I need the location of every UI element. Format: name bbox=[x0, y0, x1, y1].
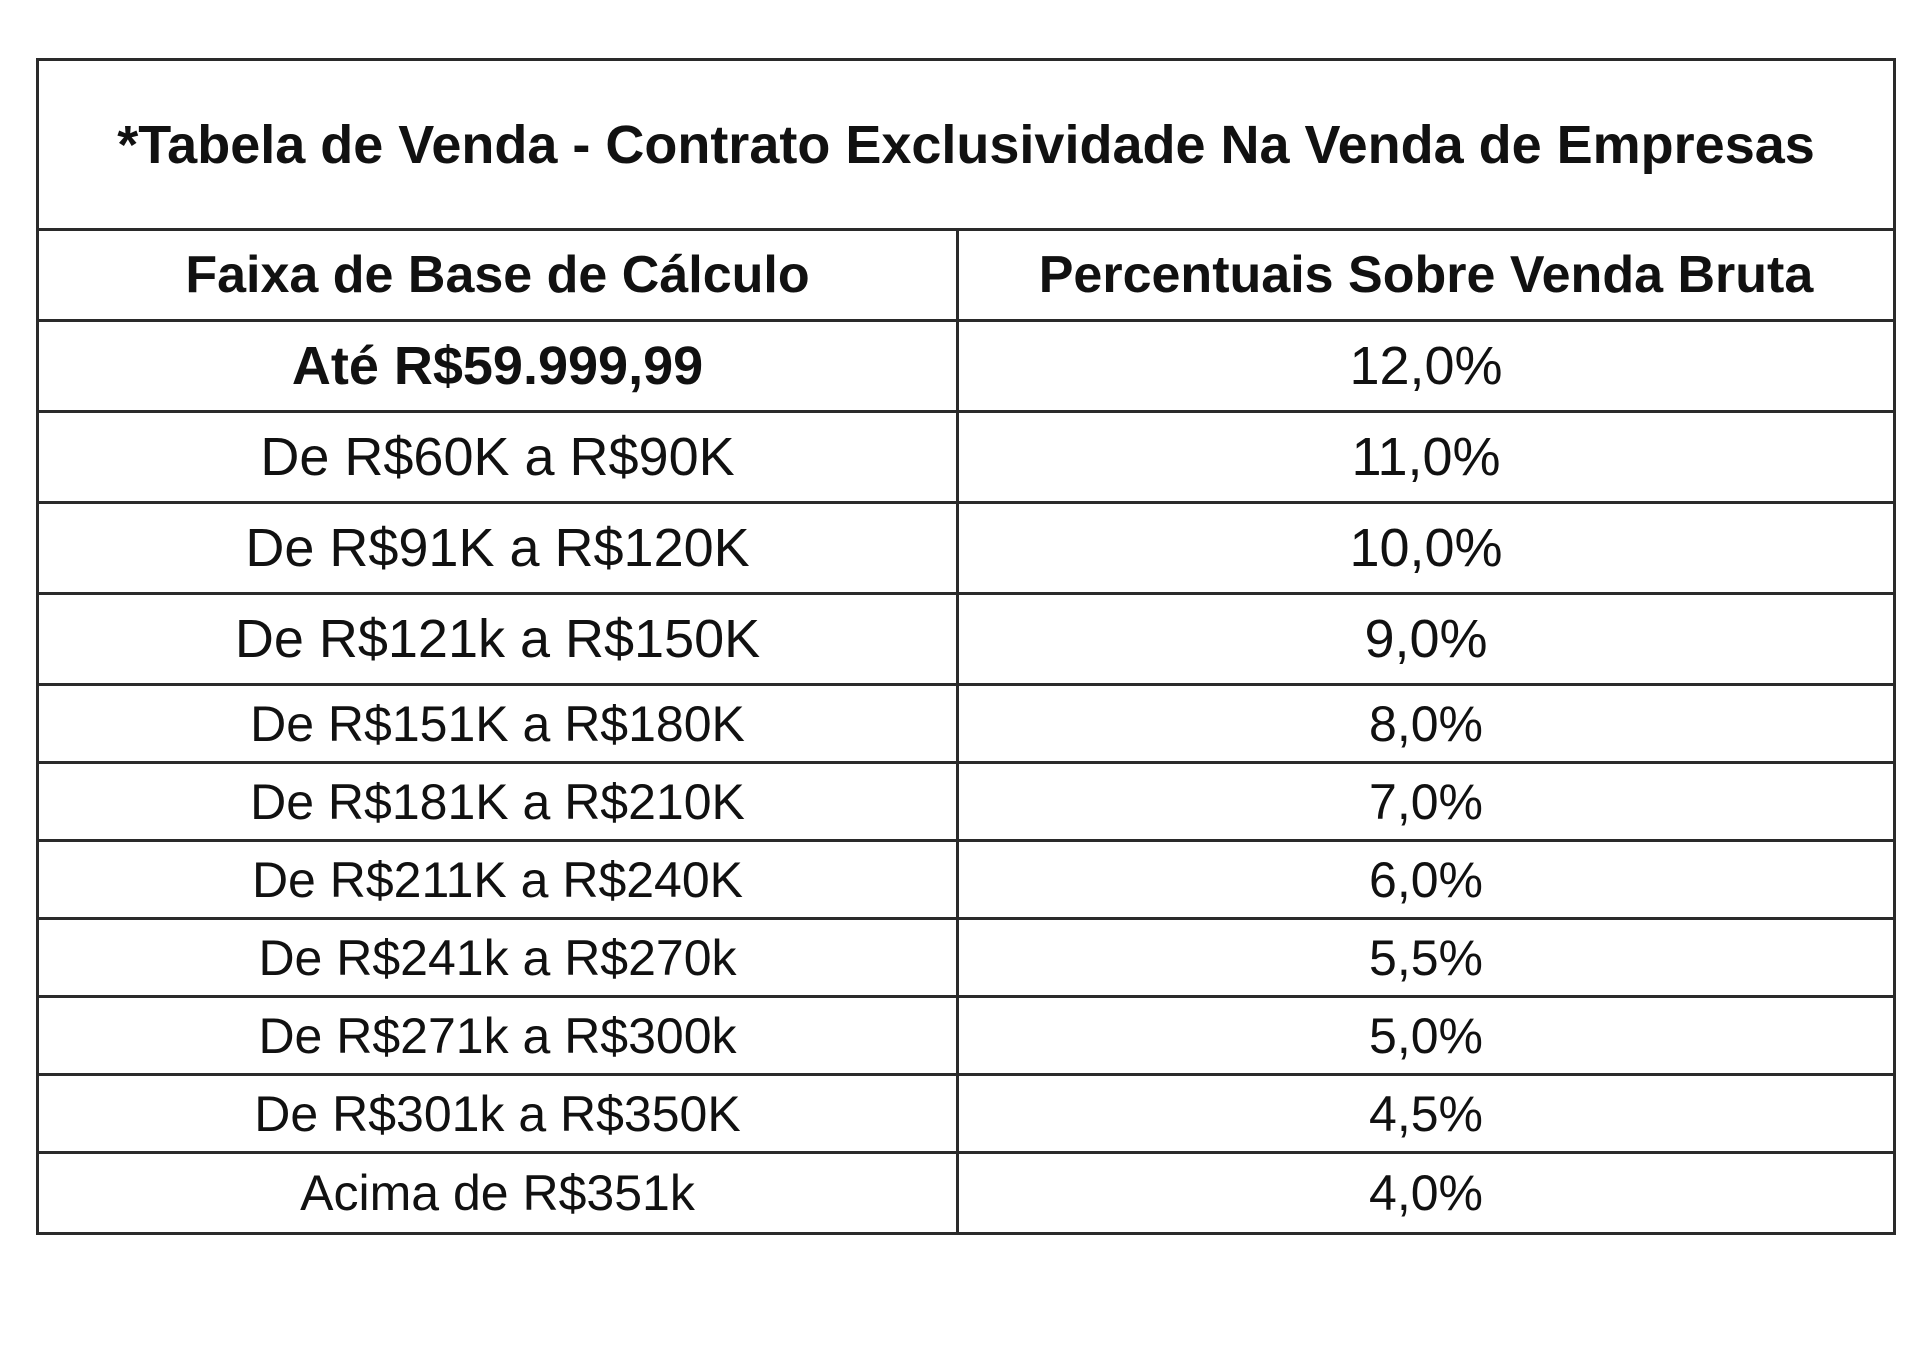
table-row bbox=[39, 322, 1893, 413]
table-row bbox=[39, 1154, 1893, 1232]
table-row bbox=[39, 764, 1893, 842]
range-cell: Até R$59.999,99 bbox=[39, 322, 959, 410]
percent-cell: 5,0% bbox=[1369, 1007, 1483, 1064]
header-percent: Percentuais Sobre Venda Bruta bbox=[1038, 246, 1814, 304]
table-row bbox=[39, 1076, 1893, 1154]
range-cell: De R$60K a R$90K bbox=[39, 413, 959, 501]
percent-cell: 7,0% bbox=[1369, 773, 1483, 830]
range-cell: De R$301k a R$350K bbox=[39, 1076, 959, 1151]
table-row bbox=[39, 998, 1893, 1076]
table-row bbox=[39, 595, 1893, 686]
percent-cell: 12,0% bbox=[1349, 336, 1503, 396]
percent-cell: 4,5% bbox=[1369, 1085, 1483, 1142]
range-cell: De R$211K a R$240K bbox=[39, 842, 959, 917]
percent-cell: 6,0% bbox=[1369, 851, 1483, 908]
table-row bbox=[39, 686, 1893, 764]
range-cell: De R$91K a R$120K bbox=[39, 504, 959, 592]
percent-cell: 5,5% bbox=[1369, 929, 1483, 986]
table-title: *Tabela de Venda - Contrato Exclusividade Na Venda de Empresas bbox=[117, 114, 1815, 175]
commission-table bbox=[36, 58, 1896, 1235]
table-row bbox=[39, 504, 1893, 595]
header-range: Faixa de Base de Cálculo bbox=[39, 231, 959, 319]
table-title-cell bbox=[39, 61, 1893, 231]
percent-cell: 11,0% bbox=[1351, 427, 1501, 487]
percent-cell: 4,0% bbox=[1369, 1165, 1483, 1221]
table-header-row bbox=[39, 231, 1893, 322]
table-row bbox=[39, 920, 1893, 998]
range-cell: De R$241k a R$270k bbox=[39, 920, 959, 995]
percent-cell: 8,0% bbox=[1369, 695, 1483, 752]
range-cell: De R$271k a R$300k bbox=[39, 998, 959, 1073]
range-cell: De R$151K a R$180K bbox=[39, 686, 959, 761]
table-row bbox=[39, 413, 1893, 504]
percent-cell: 9,0% bbox=[1364, 609, 1488, 669]
range-cell: Acima de R$351k bbox=[39, 1154, 959, 1232]
range-cell: De R$181K a R$210K bbox=[39, 764, 959, 839]
range-cell: De R$121k a R$150K bbox=[39, 595, 959, 683]
percent-cell: 10,0% bbox=[1349, 518, 1503, 578]
table-row bbox=[39, 842, 1893, 920]
